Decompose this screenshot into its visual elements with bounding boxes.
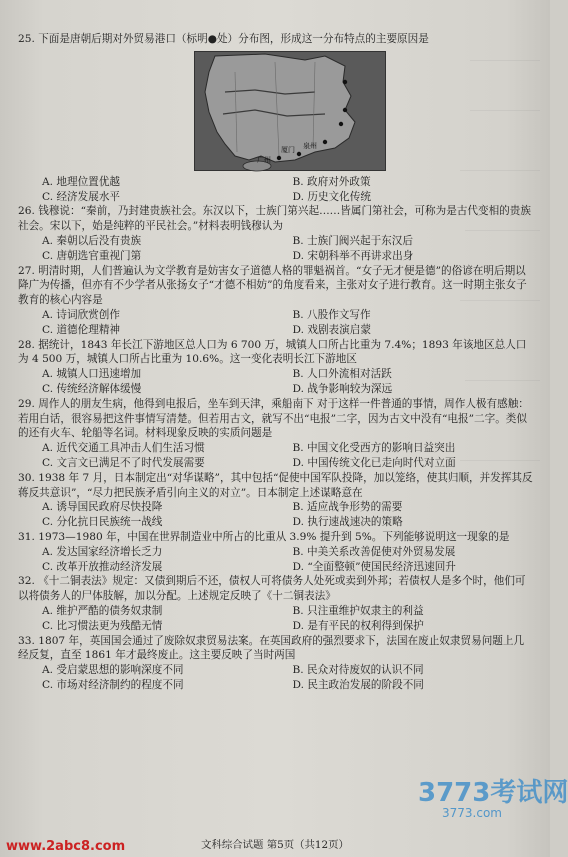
page-footer: 文科综合试题 第5页（共12页）	[201, 839, 349, 851]
port-marker	[277, 156, 281, 160]
option-a: A. 维护严酷的债务奴隶制	[42, 604, 163, 617]
option-c: C. 改革开放推动经济发展	[42, 560, 163, 573]
option-a: A. 秦朝以后没有贵族	[42, 234, 142, 247]
map-graphic	[195, 52, 385, 170]
option-b: B. 适应战争形势的需要	[292, 501, 403, 514]
tang-port-map	[194, 51, 386, 171]
port-marker	[323, 140, 327, 144]
watermark-right	[418, 772, 568, 842]
option-a: A. 发达国家经济增长乏力	[42, 545, 163, 558]
options	[42, 308, 533, 338]
port-marker	[343, 80, 347, 84]
option-a: A. 诱导国民政府尽快投降	[42, 501, 163, 514]
watermark-brand: 3773考试网	[418, 778, 568, 808]
options	[42, 663, 533, 693]
question-stem: 25. 下面是唐朝后期对外贸易港口（标明●处）分布图，形成这一分布特点的主要原因是	[18, 33, 429, 45]
option-c: C. 文言文已满足不了时代发展需要	[42, 456, 205, 469]
option-b: B. 士族门阀兴起于东汉后	[292, 234, 413, 247]
map-label-guangzhou: 广州	[257, 155, 271, 164]
question-25	[18, 32, 533, 204]
question-31	[18, 530, 533, 574]
option-c: C. 道德伦理精神	[42, 323, 121, 336]
question-stem: 30. 1938 年 7 月，日本制定出“对华谋略”，其中包括“促使中国军队投降，加以笼络，使其归顺，并发挥其反蒋反共意识”，“尽力把民族矛盾引向主义的对立”。日本制定上述谋略意在	[18, 471, 533, 499]
option-d: D. 宋朝科举不再讲求出身	[292, 249, 414, 262]
option-d: D. 历史文化传统	[292, 190, 371, 203]
option-c: C. 分化抗日民族统一战线	[42, 516, 163, 529]
options	[42, 604, 533, 634]
option-a: A. 城镇人口迅速增加	[42, 368, 142, 381]
port-marker	[297, 152, 301, 156]
question-stem: 32. 《十二铜表法》规定：又债到期后不还，债权人可将债务人处死或卖到外邦；若债权人是多个时，他们可以将债务人的尸体肢解，加以分配。上述规定反映了《十二铜表法》	[18, 575, 526, 603]
watermark-left: www.2abc8.com	[6, 839, 126, 854]
port-marker	[343, 108, 347, 112]
question-27	[18, 264, 533, 338]
port-marker	[339, 122, 343, 126]
option-c: C. 唐朝选官重视门第	[42, 249, 142, 262]
options	[42, 545, 533, 575]
options	[42, 175, 533, 205]
question-stem: 33. 1807 年，英国国会通过了废除奴隶贸易法案。在英国政府的强烈要求下，法国在废止奴隶贸易问题上几经反复，直至 1861 年才最终废止。这主要反映了当时两国	[18, 634, 525, 662]
option-a: A. 受启蒙思想的影响深度不同	[42, 664, 184, 677]
option-b: B. 八股作文写作	[292, 308, 371, 321]
watermark-domain: 3773.com	[442, 806, 502, 820]
option-d: D. 中国传统文化已走向时代对立面	[292, 456, 456, 469]
option-c: C. 市场对经济制约的程度不同	[42, 678, 184, 691]
question-stem: 28. 据统计，1843 年长江下游地区总人口为 6 700 万，城镇人口所占比重为 7.4%；1893 年该地区总人口为 4 500 万，城镇人口所占比重为 10.6%。这一变化表明长江下游地区	[18, 338, 527, 366]
question-32	[18, 574, 533, 633]
options	[42, 441, 533, 471]
option-b: B. 只注重维护奴隶主的利益	[292, 604, 424, 617]
map-label-quanzhou: 泉州	[303, 141, 317, 150]
question-stem: 26. 钱穆说：“秦前，乃封建贵族社会。东汉以下，士族门第兴起……皆属门第社会，可称为是古代变相的贵族社会。宋以下，始是纯粹的平民社会。”材料表明钱穆认为	[18, 205, 531, 233]
option-b: B. 政府对外政策	[292, 175, 371, 188]
option-a: A. 近代交通工具冲击人们生活习惯	[42, 442, 205, 455]
option-d: D. 戏剧表演启蒙	[292, 323, 371, 336]
question-stem: 29. 周作人的朋友生病，他得到电报后，坐车到天津，乘船南下 对于这样一件普通的事情，周作人极有感触：若用白话，很容易把这件事情写清楚。但若用古文，就写不出“电报”二字，因为古文中没有“电报”二字。类似的还有火车、轮船等名词。材料现象反映的实质问题是	[18, 397, 529, 440]
option-c: C. 传统经济解体缓慢	[42, 382, 142, 395]
option-d: D. 战争影响较为深远	[292, 382, 393, 395]
question-list	[18, 32, 533, 693]
question-30	[18, 471, 533, 530]
option-a: A. 诗词欣赏创作	[42, 308, 120, 321]
option-b: B. 人口外流相对活跃	[292, 368, 392, 381]
options	[42, 234, 533, 264]
options	[42, 367, 533, 397]
question-29	[18, 397, 533, 471]
option-d: D. 民主政治发展的阶段不同	[292, 678, 424, 691]
option-b: B. 中美关系改善促使对外贸易发展	[292, 545, 456, 558]
question-26	[18, 204, 533, 263]
option-c: C. 比习惯法更为残酷无情	[42, 619, 163, 632]
question-28	[18, 338, 533, 397]
question-stem: 31. 1973—1980 年，中国在世界制造业中所占的比重从 3.9% 提升到 5%。下列能够说明这一现象的是	[18, 530, 510, 543]
options	[42, 500, 533, 530]
option-b: B. 中国文化受西方的影响日益突出	[292, 442, 456, 455]
question-33	[18, 634, 533, 693]
option-d: D. 执行速战速决的策略	[292, 516, 403, 529]
map-label-xiamen: 厦门	[281, 145, 295, 154]
option-b: B. 民众对待废奴的认识不同	[292, 664, 424, 677]
option-d: D. “全面整顿”使国民经济迅速回升	[292, 560, 456, 573]
option-c: C. 经济发展水平	[42, 190, 121, 203]
question-stem: 27. 明清时期，人们普遍认为文学教育是妨害女子道德人格的罪魁祸首。“女子无才便是德”的俗谚在明后期以降广为传播，但亦有不少学者从张扬女子“才德不相妨”的角度看来，主张对女子进行教育。这一时期主张女子教育的核心内容是	[18, 264, 527, 307]
option-d: D. 是有平民的权利得到保护	[292, 619, 424, 632]
option-a: A. 地理位置优越	[42, 175, 120, 188]
